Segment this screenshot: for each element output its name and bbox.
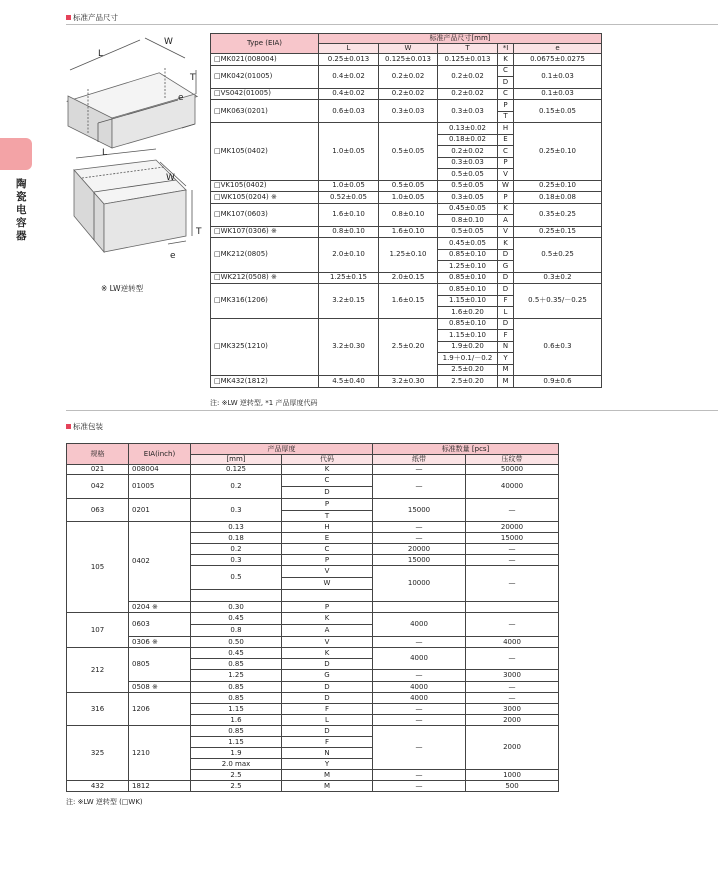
code-cell: D	[498, 284, 514, 296]
code-cell: G	[498, 261, 514, 273]
code-cell: K	[498, 238, 514, 250]
width-label: W	[164, 37, 173, 47]
length-cell: 1.0±0.05	[319, 180, 379, 192]
size-cell: 432	[67, 781, 129, 792]
thickness-cell: 0.18	[191, 533, 282, 544]
type-cell: □MK105(0402)	[211, 123, 319, 181]
length-cell: 3.2±0.15	[319, 284, 379, 319]
thickness-cell: 0.13±0.02	[438, 123, 498, 135]
middle-rule	[66, 410, 718, 411]
electrode-cell: 0.1±0.03	[514, 88, 602, 100]
width-cell: 2.0±0.15	[379, 272, 438, 284]
paper-qty-cell: 4000	[373, 613, 466, 637]
code-cell: D	[282, 682, 373, 693]
thickness-cell: 2.5±0.20	[438, 364, 498, 376]
code-cell: T	[282, 511, 373, 522]
category-char: 器	[16, 230, 27, 242]
code-cell: P	[282, 602, 373, 613]
col-header-w: W	[379, 44, 438, 54]
length-cell: 1.0±0.05	[319, 123, 379, 181]
eia-cell: 0402	[129, 522, 191, 602]
dimension-row	[211, 226, 602, 238]
packaging-table	[66, 443, 559, 792]
code-cell: V	[498, 169, 514, 181]
thickness-cell: 1.9	[191, 748, 282, 759]
thickness-cell: 2.5±0.20	[438, 376, 498, 388]
code-cell: D	[282, 693, 373, 704]
electrode-label: e	[178, 93, 184, 103]
diagram-note: ※ LW逆转型	[101, 284, 144, 293]
type-cell: □MK316(1206)	[211, 284, 319, 319]
thickness-cell: 0.13	[191, 522, 282, 533]
paper-qty-cell: —	[373, 670, 466, 682]
electrode-cell: 0.1±0.03	[514, 65, 602, 88]
embossed-qty-cell: —	[466, 566, 559, 602]
col-header-mm: [mm]	[191, 455, 282, 465]
thickness-cell: 0.5	[191, 566, 282, 590]
dimension-row	[211, 376, 602, 388]
size-cell: 107	[67, 613, 129, 648]
thickness-label: T	[190, 73, 196, 83]
code-cell: F	[282, 737, 373, 748]
electrode-cell: 0.15±0.05	[514, 100, 602, 123]
eia-cell: 0306 ※	[129, 637, 191, 648]
type-cell: □VS042(01005)	[211, 88, 319, 100]
code-cell: P	[498, 157, 514, 169]
dimension-row	[211, 180, 602, 192]
embossed-qty-cell: —	[466, 648, 559, 670]
length-cell: 0.4±0.02	[319, 88, 379, 100]
electrode-cell: 0.18±0.08	[514, 192, 602, 204]
code-cell	[282, 590, 373, 602]
eia-cell: 1210	[129, 726, 191, 781]
code-cell: W	[498, 180, 514, 192]
length-cell: 4.5±0.40	[319, 376, 379, 388]
category-char: 瓷	[16, 191, 27, 203]
paper-qty-cell: —	[373, 770, 466, 781]
packaging-note: 注: ※LW 逆转型 (□WK)	[66, 798, 143, 806]
thickness-cell: 0.8±0.10	[438, 215, 498, 227]
thickness-cell: 0.18±0.02	[438, 134, 498, 146]
thickness-cell: 0.85±0.10	[438, 272, 498, 284]
width-cell: 0.8±0.10	[379, 203, 438, 226]
thickness-cell: 0.85	[191, 682, 282, 693]
thickness-cell: 0.85	[191, 659, 282, 670]
width-label: W	[166, 173, 175, 183]
thickness-cell: 0.45	[191, 613, 282, 625]
type-cell: □WK105(0204) ※	[211, 192, 319, 204]
electrode-cell: 0.25±0.15	[514, 226, 602, 238]
thickness-cell: 0.85±0.10	[438, 249, 498, 261]
thickness-cell: 0.3±0.05	[438, 192, 498, 204]
width-cell: 0.125±0.013	[379, 54, 438, 66]
size-cell: 021	[67, 465, 129, 475]
width-cell: 0.3±0.03	[379, 100, 438, 123]
code-cell: V	[282, 637, 373, 648]
length-label: L	[98, 49, 104, 59]
paper-qty-cell: —	[373, 637, 466, 648]
col-header-dimensions: 标准产品尺寸[mm]	[319, 34, 602, 44]
eia-cell: 0805	[129, 648, 191, 682]
category-tab	[0, 138, 32, 170]
code-cell: L	[282, 715, 373, 726]
thickness-label: T	[196, 227, 202, 237]
width-cell: 2.5±0.20	[379, 318, 438, 376]
thickness-cell: 0.125	[191, 465, 282, 475]
code-cell: Y	[282, 759, 373, 770]
dimension-row	[211, 123, 602, 135]
type-cell: □WK212(0508) ※	[211, 272, 319, 284]
thickness-cell: 0.45±0.05	[438, 203, 498, 215]
electrode-cell: 0.3±0.2	[514, 272, 602, 284]
code-cell: D	[282, 726, 373, 737]
type-cell: □MK107(0603)	[211, 203, 319, 226]
code-cell: C	[498, 65, 514, 77]
thickness-cell: 0.85±0.10	[438, 318, 498, 330]
length-cell: 3.2±0.30	[319, 318, 379, 376]
type-cell: □MK021(008004)	[211, 54, 319, 66]
col-header-code: *I	[498, 44, 514, 54]
length-cell: 2.0±0.10	[319, 238, 379, 273]
paper-qty-cell: 4000	[373, 682, 466, 693]
col-header-thickness: 产品厚度	[191, 444, 373, 455]
paper-qty-cell: —	[373, 522, 466, 533]
embossed-qty-cell: 20000	[466, 522, 559, 533]
electrode-cell: 0.5±0.25	[514, 238, 602, 273]
paper-qty-cell: —	[373, 465, 466, 475]
electrode-cell: 0.35±0.25	[514, 203, 602, 226]
code-cell: D	[498, 77, 514, 89]
width-cell: 0.2±0.02	[379, 88, 438, 100]
col-header-paper-tape: 纸带	[373, 455, 466, 465]
thickness-cell: 0.8	[191, 625, 282, 637]
section-title-dimensions	[66, 12, 118, 23]
section-title-text: 标准产品尺寸	[73, 13, 118, 22]
thickness-cell: 0.3	[191, 555, 282, 566]
embossed-qty-cell: 15000	[466, 533, 559, 544]
code-cell: H	[498, 123, 514, 135]
paper-qty-cell: 4000	[373, 648, 466, 670]
type-cell: □VK105(0402)	[211, 180, 319, 192]
col-header-size: 规格	[67, 444, 129, 465]
embossed-qty-cell: 1000	[466, 770, 559, 781]
code-cell: D	[282, 659, 373, 670]
length-label: L	[102, 148, 108, 158]
electrode-cell: 0.25±0.10	[514, 123, 602, 181]
width-cell: 0.5±0.05	[379, 123, 438, 181]
category-char: 容	[16, 217, 27, 229]
embossed-qty-cell: 2000	[466, 726, 559, 770]
type-cell: □MK432(1812)	[211, 376, 319, 388]
electrode-cell: 0.5＋0.35/－0.25	[514, 284, 602, 319]
paper-qty-cell: —	[373, 781, 466, 792]
type-cell: □MK212(0805)	[211, 238, 319, 273]
col-header-eia: EIA(inch)	[129, 444, 191, 465]
embossed-qty-cell: 3000	[466, 704, 559, 715]
bullet-square-icon	[66, 15, 71, 20]
thickness-cell: 0.5±0.05	[438, 180, 498, 192]
eia-cell: 1206	[129, 693, 191, 726]
col-header-code: 代码	[282, 455, 373, 465]
col-header-e: e	[514, 44, 602, 54]
col-header-quantity: 标准数量 [pcs]	[373, 444, 559, 455]
dimension-row	[211, 203, 602, 215]
thickness-cell: 0.2	[191, 544, 282, 555]
length-cell: 1.25±0.15	[319, 272, 379, 284]
category-label	[16, 178, 28, 243]
length-cell: 0.52±0.05	[319, 192, 379, 204]
thickness-cell: 0.50	[191, 637, 282, 648]
code-cell: K	[282, 613, 373, 625]
type-cell: □MK042(01005)	[211, 65, 319, 88]
col-header-embossed-tape: 压纹带	[466, 455, 559, 465]
thickness-cell: 0.85±0.10	[438, 284, 498, 296]
code-cell: P	[498, 192, 514, 204]
paper-qty-cell: 15000	[373, 555, 466, 566]
thickness-cell: 1.9＋0.1/－0.2	[438, 353, 498, 365]
length-cell: 0.4±0.02	[319, 65, 379, 88]
eia-cell: 0508 ※	[129, 682, 191, 693]
type-cell: □WK107(0306) ※	[211, 226, 319, 238]
embossed-qty-cell: 4000	[466, 637, 559, 648]
code-cell: P	[498, 100, 514, 112]
thickness-cell: 1.15±0.10	[438, 295, 498, 307]
thickness-cell: 0.45	[191, 648, 282, 659]
thickness-cell: 0.5±0.05	[438, 169, 498, 181]
code-cell: C	[498, 146, 514, 158]
electrode-cell: 0.9±0.6	[514, 376, 602, 388]
type-cell: □MK063(0201)	[211, 100, 319, 123]
width-cell: 0.2±0.02	[379, 65, 438, 88]
code-cell: M	[498, 376, 514, 388]
size-cell: 063	[67, 499, 129, 522]
col-header-t: T	[438, 44, 498, 54]
code-cell: Y	[498, 353, 514, 365]
embossed-qty-cell: 2000	[466, 715, 559, 726]
eia-cell: 01005	[129, 475, 191, 499]
code-cell: K	[282, 465, 373, 475]
length-cell: 0.6±0.03	[319, 100, 379, 123]
embossed-qty-cell: 3000	[466, 670, 559, 682]
dimensions-note: 注: ※LW 逆转型, *1 产品厚度代码	[210, 399, 318, 407]
thickness-cell: 1.25±0.10	[438, 261, 498, 273]
embossed-qty-cell: 40000	[466, 475, 559, 499]
thickness-cell: 1.9±0.20	[438, 341, 498, 353]
eia-cell: 1812	[129, 781, 191, 792]
code-cell: T	[498, 111, 514, 123]
code-cell: C	[282, 544, 373, 555]
code-cell: A	[282, 625, 373, 637]
code-cell: E	[282, 533, 373, 544]
dimension-row	[211, 284, 602, 296]
code-cell: N	[282, 748, 373, 759]
code-cell: F	[498, 295, 514, 307]
length-cell: 1.6±0.10	[319, 203, 379, 226]
code-cell: V	[498, 226, 514, 238]
eia-cell: 0204 ※	[129, 602, 191, 613]
thickness-cell: 2.5	[191, 781, 282, 792]
dimension-row	[211, 54, 602, 66]
electrode-label: e	[170, 251, 176, 261]
thickness-cell: 0.2±0.02	[438, 65, 498, 88]
code-cell: K	[498, 203, 514, 215]
embossed-qty-cell: —	[466, 613, 559, 637]
code-cell: M	[498, 364, 514, 376]
thickness-cell: 1.15	[191, 737, 282, 748]
thickness-cell: 0.2±0.02	[438, 146, 498, 158]
code-cell: A	[498, 215, 514, 227]
thickness-cell: 1.15	[191, 704, 282, 715]
code-cell: M	[282, 770, 373, 781]
electrode-cell: 0.25±0.10	[514, 180, 602, 192]
paper-qty-cell: —	[373, 715, 466, 726]
embossed-qty-cell: —	[466, 693, 559, 704]
col-header-type: Type (EIA)	[211, 34, 319, 54]
thickness-cell: 0.5±0.05	[438, 226, 498, 238]
thickness-cell: 0.85	[191, 726, 282, 737]
thickness-cell: 0.2	[191, 475, 282, 499]
embossed-qty-cell: —	[466, 499, 559, 522]
embossed-qty-cell: 50000	[466, 465, 559, 475]
embossed-qty-cell: —	[466, 544, 559, 555]
paper-qty-cell: —	[373, 726, 466, 770]
col-header-l: L	[319, 44, 379, 54]
embossed-qty-cell: —	[466, 555, 559, 566]
eia-cell: 0603	[129, 613, 191, 637]
eia-cell: 0201	[129, 499, 191, 522]
paper-qty-cell: 20000	[373, 544, 466, 555]
width-cell: 1.0±0.05	[379, 192, 438, 204]
thickness-cell: 1.6	[191, 715, 282, 726]
code-cell: N	[498, 341, 514, 353]
size-cell: 105	[67, 522, 129, 613]
thickness-cell: 0.85	[191, 693, 282, 704]
dimension-row	[211, 272, 602, 284]
paper-qty-cell: 15000	[373, 499, 466, 522]
paper-qty-cell: —	[373, 533, 466, 544]
size-cell: 316	[67, 693, 129, 726]
paper-qty-cell	[373, 602, 466, 613]
code-cell: C	[498, 88, 514, 100]
chip-diagram	[60, 30, 210, 300]
code-cell: M	[282, 781, 373, 792]
width-cell: 1.25±0.10	[379, 238, 438, 273]
paper-qty-cell: 10000	[373, 566, 466, 602]
thickness-cell: 0.3±0.03	[438, 100, 498, 123]
code-cell: D	[498, 318, 514, 330]
code-cell: F	[498, 330, 514, 342]
size-cell: 325	[67, 726, 129, 781]
bullet-square-icon	[66, 424, 71, 429]
paper-qty-cell: 4000	[373, 693, 466, 704]
category-char: 电	[16, 204, 27, 216]
code-cell: L	[498, 307, 514, 319]
electrode-cell: 0.6±0.3	[514, 318, 602, 376]
embossed-qty-cell: 500	[466, 781, 559, 792]
width-cell: 1.6±0.15	[379, 284, 438, 319]
thickness-cell	[191, 590, 282, 602]
code-cell: K	[282, 648, 373, 659]
thickness-cell: 0.3	[191, 499, 282, 522]
size-cell: 212	[67, 648, 129, 693]
paper-qty-cell: —	[373, 475, 466, 499]
thickness-cell: 0.30	[191, 602, 282, 613]
code-cell: H	[282, 522, 373, 533]
thickness-cell: 0.45±0.05	[438, 238, 498, 250]
dimension-row	[211, 238, 602, 250]
code-cell: G	[282, 670, 373, 682]
section-title-text: 标准包装	[73, 422, 103, 431]
dimension-row	[211, 318, 602, 330]
length-cell: 0.8±0.10	[319, 226, 379, 238]
embossed-qty-cell	[466, 602, 559, 613]
dimension-row	[211, 100, 602, 112]
type-cell: □MK325(1210)	[211, 318, 319, 376]
code-cell: P	[282, 555, 373, 566]
thickness-cell: 2.5	[191, 770, 282, 781]
dimension-row	[211, 65, 602, 77]
dimension-row	[211, 88, 602, 100]
thickness-cell: 2.0 max	[191, 759, 282, 770]
thickness-cell: 1.25	[191, 670, 282, 682]
section-title-packaging	[66, 421, 103, 432]
dimensions-table-body	[211, 54, 602, 388]
electrode-cell: 0.0675±0.0275	[514, 54, 602, 66]
thickness-cell: 0.125±0.013	[438, 54, 498, 66]
size-cell: 042	[67, 475, 129, 499]
code-cell: K	[498, 54, 514, 66]
width-cell: 1.6±0.10	[379, 226, 438, 238]
code-cell: C	[282, 475, 373, 487]
eia-cell: 008004	[129, 465, 191, 475]
code-cell: P	[282, 499, 373, 511]
length-cell: 0.25±0.013	[319, 54, 379, 66]
thickness-cell: 0.2±0.02	[438, 88, 498, 100]
category-char: 陶	[16, 178, 27, 190]
code-cell: W	[282, 578, 373, 590]
dimensions-table	[210, 33, 602, 388]
thickness-cell: 1.15±0.10	[438, 330, 498, 342]
width-cell: 3.2±0.30	[379, 376, 438, 388]
embossed-qty-cell: —	[466, 682, 559, 693]
top-rule	[66, 24, 718, 25]
thickness-cell: 1.6±0.20	[438, 307, 498, 319]
code-cell: E	[498, 134, 514, 146]
code-cell: F	[282, 704, 373, 715]
code-cell: V	[282, 566, 373, 578]
code-cell: D	[498, 272, 514, 284]
dimension-row	[211, 192, 602, 204]
code-cell: D	[498, 249, 514, 261]
packaging-table-body	[67, 465, 559, 792]
thickness-cell: 0.3±0.03	[438, 157, 498, 169]
paper-qty-cell: —	[373, 704, 466, 715]
width-cell: 0.5±0.05	[379, 180, 438, 192]
code-cell: D	[282, 487, 373, 499]
